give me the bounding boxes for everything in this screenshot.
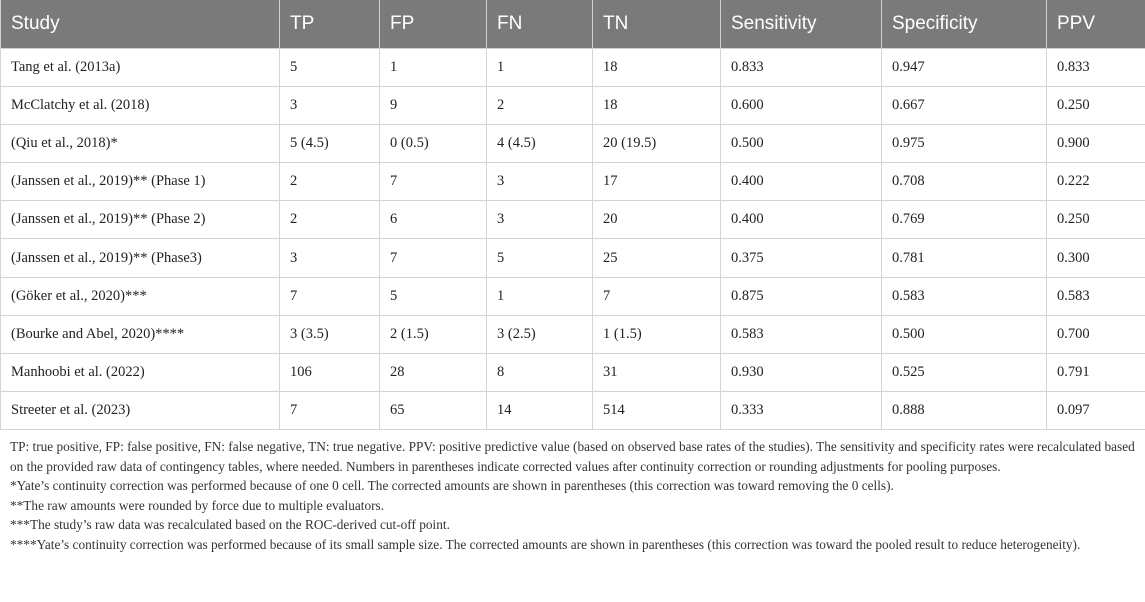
table-row <box>1 49 1145 87</box>
cell-study: (Janssen et al., 2019)** (Phase 1) <box>1 163 280 201</box>
header-sensitivity: Sensitivity <box>721 0 882 49</box>
cell-ppv: 0.250 <box>1047 87 1145 125</box>
cell-tn: 31 <box>593 353 721 391</box>
cell-tn: 20 (19.5) <box>593 125 721 163</box>
cell-specificity: 0.525 <box>882 353 1047 391</box>
cell-sensitivity: 0.400 <box>721 163 882 201</box>
cell-fp: 9 <box>380 87 487 125</box>
cell-specificity: 0.667 <box>882 87 1047 125</box>
footnote-abbreviations: TP: true positive, FP: false positive, FN: false negative, TN: true negative. PPV: positive predictive value (based on observed base rates of the studies). The sensitivity and specificity rates were recalculated based on the provided raw data of contingency tables, where needed. Numbers in parentheses indicate corrected values after continuity correction or rounding adjustments for pooling purposes. <box>10 439 1135 474</box>
cell-tp: 3 (3.5) <box>280 315 380 353</box>
cell-fn: 3 (2.5) <box>487 315 593 353</box>
cell-fp: 7 <box>380 239 487 277</box>
cell-study: Manhoobi et al. (2022) <box>1 353 280 391</box>
table-footnotes <box>10 437 1135 554</box>
footnote-two-star: **The raw amounts were rounded by force due to multiple evaluators. <box>10 497 385 513</box>
cell-ppv: 0.900 <box>1047 125 1145 163</box>
cell-specificity: 0.975 <box>882 125 1047 163</box>
cell-fp: 7 <box>380 163 487 201</box>
cell-study: (Bourke and Abel, 2020)**** <box>1 315 280 353</box>
cell-fn: 4 (4.5) <box>487 125 593 163</box>
cell-study: (Janssen et al., 2019)** (Phase 2) <box>1 201 280 239</box>
cell-ppv: 0.222 <box>1047 163 1145 201</box>
cell-sensitivity: 0.500 <box>721 125 882 163</box>
cell-specificity: 0.947 <box>882 49 1047 87</box>
cell-specificity: 0.583 <box>882 277 1047 315</box>
cell-study: (Qiu et al., 2018)* <box>1 125 280 163</box>
cell-study: Streeter et al. (2023) <box>1 391 280 429</box>
cell-sensitivity: 0.375 <box>721 239 882 277</box>
cell-tn: 25 <box>593 239 721 277</box>
table-row <box>1 353 1145 391</box>
table-header-row <box>1 0 1145 49</box>
cell-tp: 2 <box>280 201 380 239</box>
cell-specificity: 0.888 <box>882 391 1047 429</box>
table-row <box>1 87 1145 125</box>
cell-ppv: 0.097 <box>1047 391 1145 429</box>
cell-ppv: 0.583 <box>1047 277 1145 315</box>
cell-fp: 2 (1.5) <box>380 315 487 353</box>
footnote-four-star: ****Yate’s continuity correction was performed because of its small sample size. The corrected amounts are shown in parentheses (this correction was toward the pooled result to reduce heterogeneity). <box>10 536 1081 552</box>
cell-sensitivity: 0.600 <box>721 87 882 125</box>
cell-fp: 65 <box>380 391 487 429</box>
cell-specificity: 0.781 <box>882 239 1047 277</box>
cell-fp: 6 <box>380 201 487 239</box>
cell-study: (Janssen et al., 2019)** (Phase3) <box>1 239 280 277</box>
table-row <box>1 277 1145 315</box>
cell-specificity: 0.708 <box>882 163 1047 201</box>
header-fn: FN <box>487 0 593 49</box>
cell-tn: 18 <box>593 49 721 87</box>
table-row <box>1 163 1145 201</box>
table-row <box>1 239 1145 277</box>
cell-fn: 5 <box>487 239 593 277</box>
cell-fp: 5 <box>380 277 487 315</box>
cell-sensitivity: 0.400 <box>721 201 882 239</box>
cell-fp: 28 <box>380 353 487 391</box>
cell-fn: 1 <box>487 277 593 315</box>
cell-tp: 7 <box>280 391 380 429</box>
cell-fn: 3 <box>487 201 593 239</box>
cell-tp: 106 <box>280 353 380 391</box>
cell-study: Tang et al. (2013a) <box>1 49 280 87</box>
cell-tn: 7 <box>593 277 721 315</box>
cell-tn: 18 <box>593 87 721 125</box>
footnote-three-star: ***The study’s raw data was recalculated based on the ROC-derived cut-off point. <box>10 517 450 532</box>
cell-tn: 514 <box>593 391 721 429</box>
cell-fp: 0 (0.5) <box>380 125 487 163</box>
cell-fn: 8 <box>487 353 593 391</box>
cell-sensitivity: 0.875 <box>721 277 882 315</box>
cell-tn: 1 (1.5) <box>593 315 721 353</box>
cell-ppv: 0.791 <box>1047 353 1145 391</box>
cell-sensitivity: 0.583 <box>721 315 882 353</box>
cell-ppv: 0.833 <box>1047 49 1145 87</box>
header-tn: TN <box>593 0 721 49</box>
cell-tp: 3 <box>280 239 380 277</box>
table-row <box>1 315 1145 353</box>
cell-tp: 3 <box>280 87 380 125</box>
table-body <box>1 49 1145 430</box>
cell-ppv: 0.250 <box>1047 201 1145 239</box>
cell-study: (Göker et al., 2020)*** <box>1 277 280 315</box>
cell-fn: 14 <box>487 391 593 429</box>
cell-fn: 1 <box>487 49 593 87</box>
cell-fn: 2 <box>487 87 593 125</box>
cell-ppv: 0.700 <box>1047 315 1145 353</box>
cell-fp: 1 <box>380 49 487 87</box>
header-specificity: Specificity <box>882 0 1047 49</box>
cell-tp: 5 <box>280 49 380 87</box>
header-fp: FP <box>380 0 487 49</box>
cell-sensitivity: 0.333 <box>721 391 882 429</box>
cell-tn: 20 <box>593 201 721 239</box>
cell-tp: 5 (4.5) <box>280 125 380 163</box>
cell-sensitivity: 0.833 <box>721 49 882 87</box>
header-study: Study <box>1 0 280 49</box>
header-ppv: PPV <box>1047 0 1145 49</box>
footnote-one-star: *Yate’s continuity correction was performed because of one 0 cell. The corrected amounts are shown in parentheses (this correction was toward removing the 0 cells). <box>10 478 894 493</box>
table-row <box>1 391 1145 429</box>
table-row <box>1 201 1145 239</box>
cell-sensitivity: 0.930 <box>721 353 882 391</box>
cell-tp: 7 <box>280 277 380 315</box>
table-row <box>1 125 1145 163</box>
header-tp: TP <box>280 0 380 49</box>
cell-specificity: 0.769 <box>882 201 1047 239</box>
cell-tp: 2 <box>280 163 380 201</box>
cell-specificity: 0.500 <box>882 315 1047 353</box>
cell-tn: 17 <box>593 163 721 201</box>
cell-fn: 3 <box>487 163 593 201</box>
cell-ppv: 0.300 <box>1047 239 1145 277</box>
cell-study: McClatchy et al. (2018) <box>1 87 280 125</box>
